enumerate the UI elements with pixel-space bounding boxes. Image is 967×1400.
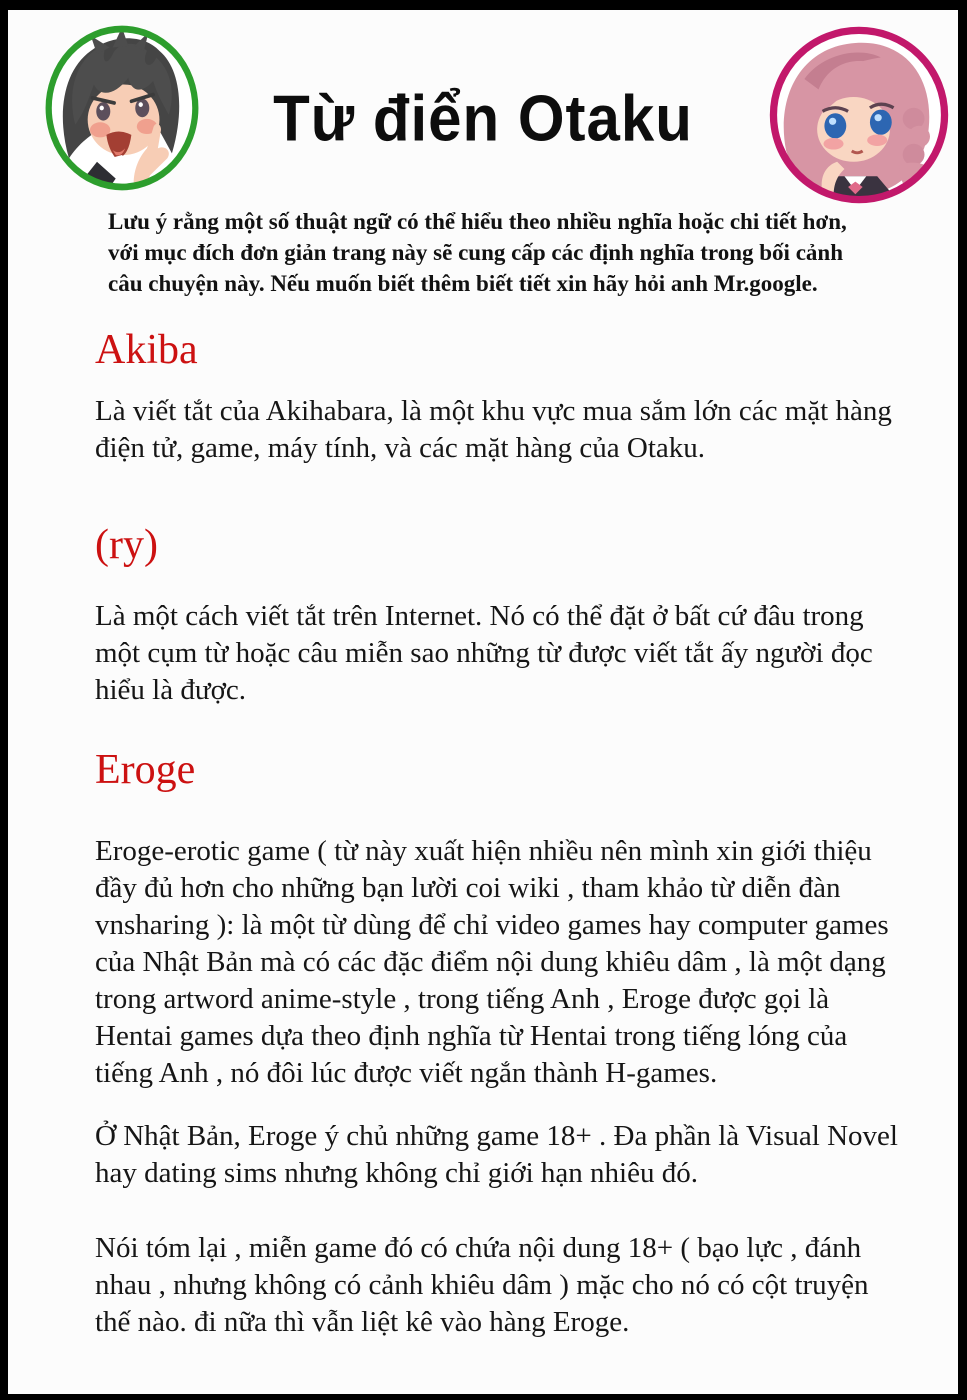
entry-term-ry: (ry) (95, 522, 158, 568)
dictionary-page (8, 10, 958, 1394)
entry-term-eroge: Eroge (95, 747, 196, 793)
disclaimer-note: Lưu ý rằng một số thuật ngữ có thể hiểu theo nhiều nghĩa hoặc chi tiết hơn, với mục đích đơn giản trang này sẽ cung cấp các định nghĩa trong bối cảnh câu chuyện này. Nếu muốn biết thêm biết tiết xin hãy hỏi anh Mr.google. (108, 209, 847, 296)
entry-definition-eroge-paragraph-3: Nói tóm lại , miễn game đó có chứa nội dung 18+ ( bạo lực , đánh nhau , nhưng không có cảnh khiêu dâm ) mặc cho nó có cột truyện thế nào. đi nữa thì vẫn liệt kê vào hàng Eroge. (95, 1232, 869, 1338)
entry-definition-eroge-paragraph-1: Eroge-erotic game ( từ này xuất hiện nhiều nên mình xin giới thiệu đầy đủ hơn cho những bạn lười coi wiki , tham khảo từ diễn đàn vnsharing ): là một từ dùng để chỉ video games hay computer games của Nhật Bản mà có các đặc điểm nội dung khiêu dâm , là một dạng trong artword anime-style , trong tiếng Anh , Eroge được gọi là Hentai games dựa theo định nghĩa từ Hentai trong tiếng lóng của tiếng Anh , nó đôi lúc được viết ngắn thành H-games. (95, 835, 889, 1089)
entry-definition-eroge-paragraph-2: Ở Nhật Bản, Eroge ý chủ những game 18+ . Đa phần là Visual Novel hay dating sims nhưng không chỉ giới hạn nhiêu đó. (95, 1120, 898, 1189)
entry-definition-akiba: Là viết tắt của Akihabara, là một khu vực mua sắm lớn các mặt hàng điện tử, game, máy tính, và các mặt hàng của Otaku. (95, 395, 892, 464)
entry-term-akiba: Akiba (95, 327, 198, 373)
page-title: Từ điển Otaku (273, 82, 693, 155)
entry-definition-ry: Là một cách viết tắt trên Internet. Nó có thể đặt ở bất cứ đâu trong một cụm từ hoặc câu miễn sao những từ được viết tắt ấy người đọc hiểu là được. (95, 600, 873, 706)
